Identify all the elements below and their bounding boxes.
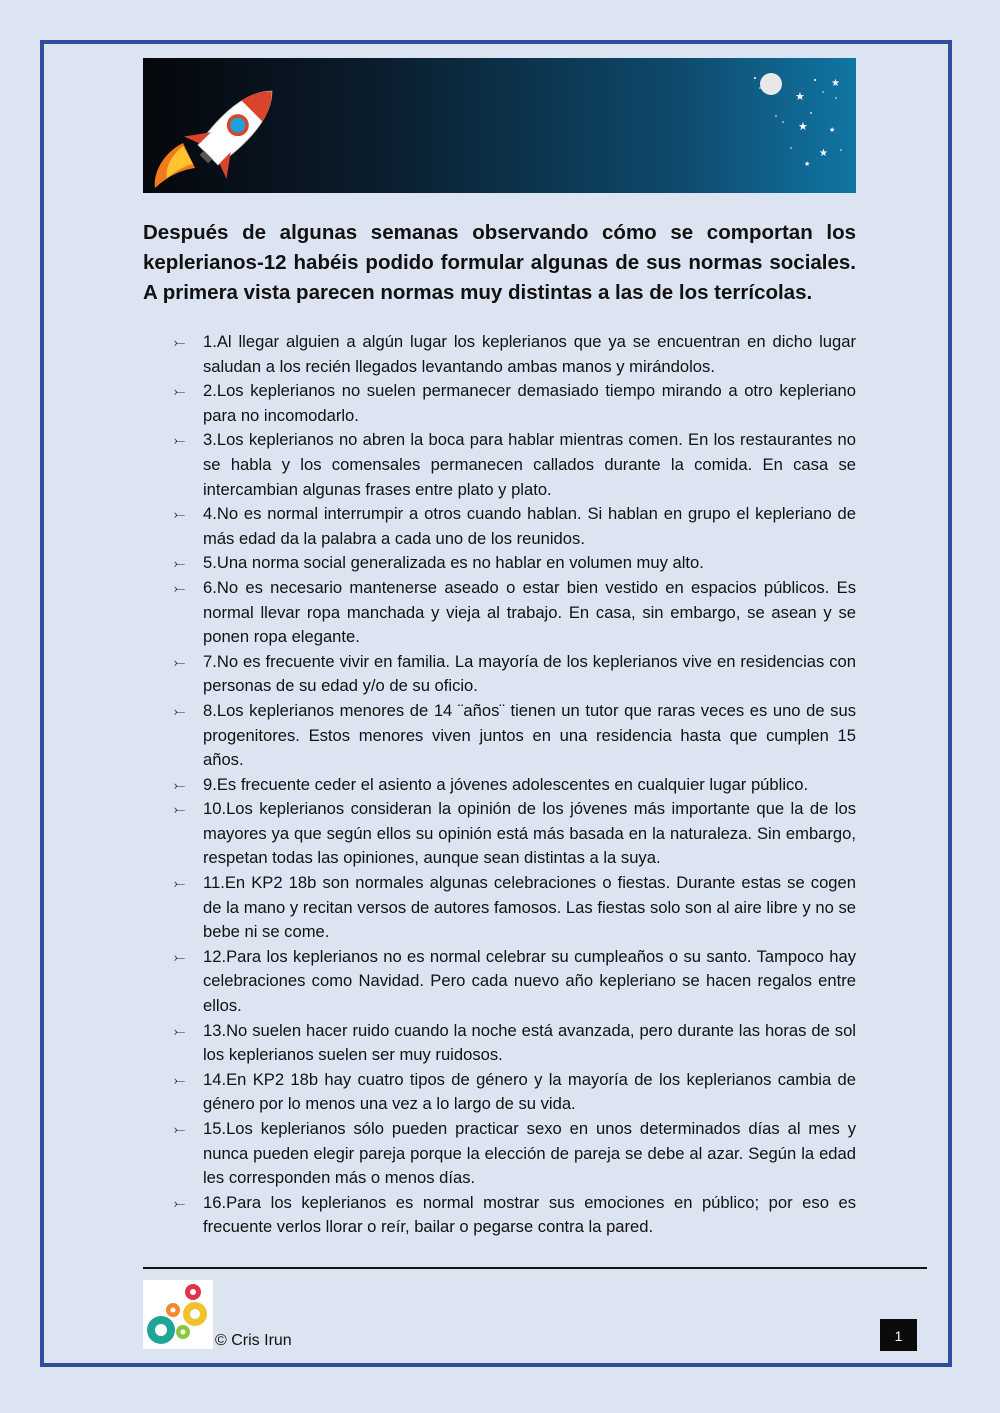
page-number: 1 (880, 1319, 917, 1351)
arrow-bullet-icon: ⤚ (174, 702, 186, 719)
list-item (172, 1117, 856, 1191)
rule-text: 3.Los keplerianos no abren la boca para hablar mientras comen. En los restaurantes no se habla y los comensales permanecen callados durante la comida. En casa se intercambian algunas frases entre plato y plato. (203, 430, 856, 499)
arrow-bullet-icon: ⤚ (174, 875, 186, 892)
footer-divider (143, 1267, 927, 1269)
svg-text:★: ★ (798, 120, 808, 133)
rocket-icon (183, 70, 293, 180)
list-item (172, 379, 856, 428)
rule-text: 15.Los keplerianos sólo pueden practicar sexo en unos determinados días al mes y nunca pueden elegir pareja porque la elección de pareja se debe al azar. Según la edad les corresponden más o menos días. (203, 1119, 856, 1188)
svg-text:★: ★ (819, 148, 828, 159)
arrow-bullet-icon: ⤚ (174, 1121, 186, 1137)
rocket-flame-icon (155, 143, 195, 188)
arrow-bullet-icon: ⤚ (174, 555, 186, 572)
list-item (172, 1019, 856, 1068)
list-item (172, 551, 856, 576)
arrow-bullet-icon: ⤚ (174, 1071, 186, 1088)
moon-icon (760, 73, 782, 95)
arrow-bullet-icon: ⤚ (174, 801, 186, 818)
rule-text: 13.No suelen hacer ruido cuando la noche está avanzada, pero durante las horas de sol los keplerianos suelen ser muy ruidosos. (203, 1020, 856, 1065)
arrow-bullet-icon: ⤚ (174, 653, 186, 670)
rule-text: 11.En KP2 18b son normales algunas celebraciones o fiestas. Durante estas se cogen de la mano y recitan versos de autores famosos. Las fiestas solo son al aire libre y no se bebe ni se come. (203, 873, 856, 942)
rule-text: 12.Para los keplerianos no es normal celebrar su cumpleaños o su santo. Tampoco hay celebraciones como Navidad. Pero cada nuevo año kepleriano se hacen regalos entre ellos. (203, 946, 856, 1016)
rule-text: 5.Una norma social generalizada es no hablar en volumen muy alto. (203, 553, 704, 573)
arrow-bullet-icon: ⤚ (174, 948, 186, 965)
arrow-bullet-icon: ⤚ (174, 506, 186, 523)
rule-text: 10.Los keplerianos consideran la opinión de los jóvenes más importante que la de los mayores ya que según ellos su opinión está más basada en la naturaleza. Sin embargo, respetan todas las opiniones, aunque sean distintas a la suya. (203, 799, 856, 868)
list-item (172, 650, 856, 699)
arrow-bullet-icon: ⤚ (174, 776, 186, 793)
svg-text:★: ★ (831, 78, 840, 89)
space-banner (143, 58, 856, 193)
arrow-bullet-icon: ⤚ (174, 1194, 186, 1211)
list-item (172, 797, 856, 871)
rule-text: 14.En KP2 18b hay cuatro tipos de género y la mayoría de los keplerianos cambia de género por lo menos una vez a lo largo de su vida. (203, 1069, 856, 1114)
list-item (172, 502, 856, 551)
list-item (172, 699, 856, 773)
list-item (172, 428, 856, 502)
intro-paragraph: Después de algunas semanas observando cómo se comportan los keplerianos-12 habéis podido formular algunas de sus normas sociales. A primera vista parecen normas muy distintas a las de los terrícolas. (143, 221, 856, 304)
rocket-illustration (143, 58, 856, 193)
list-item (172, 576, 856, 650)
gear-icon (147, 1284, 207, 1344)
rule-text: 4.No es normal interrumpir a otros cuando hablan. Si hablan en grupo el kepleriano de más edad da la palabra a cada uno de los reunidos. (203, 504, 856, 548)
svg-text:★: ★ (795, 90, 805, 103)
rule-text: 2.Los keplerianos no suelen permanecer demasiado tiempo mirando a otro kepleriano para no incomodarlo. (203, 381, 856, 425)
gears-logo-icon (143, 1280, 213, 1349)
list-item (172, 871, 856, 945)
svg-text:★: ★ (829, 126, 836, 134)
list-item (172, 1068, 856, 1117)
arrow-bullet-icon: ⤚ (174, 383, 186, 400)
rules-list (172, 330, 856, 1240)
list-item (172, 945, 856, 1019)
list-item (172, 773, 856, 798)
arrow-bullet-icon: ⤚ (174, 432, 186, 449)
rule-text: 9.Es frecuente ceder el asiento a jóvenes adolescentes en cualquier lugar público. (203, 774, 809, 794)
list-item (172, 1191, 856, 1240)
copyright-text: © Cris Irun (215, 1332, 292, 1349)
rule-text: 1.Al llegar alguien a algún lugar los keplerianos que ya se encuentran en dicho lugar saludan a los recién llegados levantando ambas manos y mirándolos. (203, 332, 856, 376)
rule-text: 6.No es necesario mantenerse aseado o estar bien vestido en espacios públicos. Es normal llevar ropa manchada y vieja al trabajo. En casa, sin embargo, se asean y se ponen ropa elegante. (203, 577, 856, 647)
arrow-bullet-icon: ⤚ (174, 334, 186, 350)
rule-text: 8.Los keplerianos menores de 14 ¨años¨ tienen un tutor que raras veces es uno de sus progenitores. Estos menores viven juntos en una residencia hasta que cumplen 15 años. (203, 700, 856, 770)
list-item (172, 330, 856, 379)
rule-text: 7.No es frecuente vivir en familia. La mayoría de los keplerianos vive en residencias con personas de su edad y/o de su oficio. (203, 651, 856, 696)
arrow-bullet-icon: ⤚ (174, 579, 186, 596)
rule-text: 16.Para los keplerianos es normal mostrar sus emociones en público; por eso es frecuente verlos llorar o reír, bailar o pegarse contra la pared. (203, 1192, 856, 1237)
arrow-bullet-icon: ⤚ (174, 1022, 186, 1039)
svg-text:★: ★ (804, 160, 811, 168)
